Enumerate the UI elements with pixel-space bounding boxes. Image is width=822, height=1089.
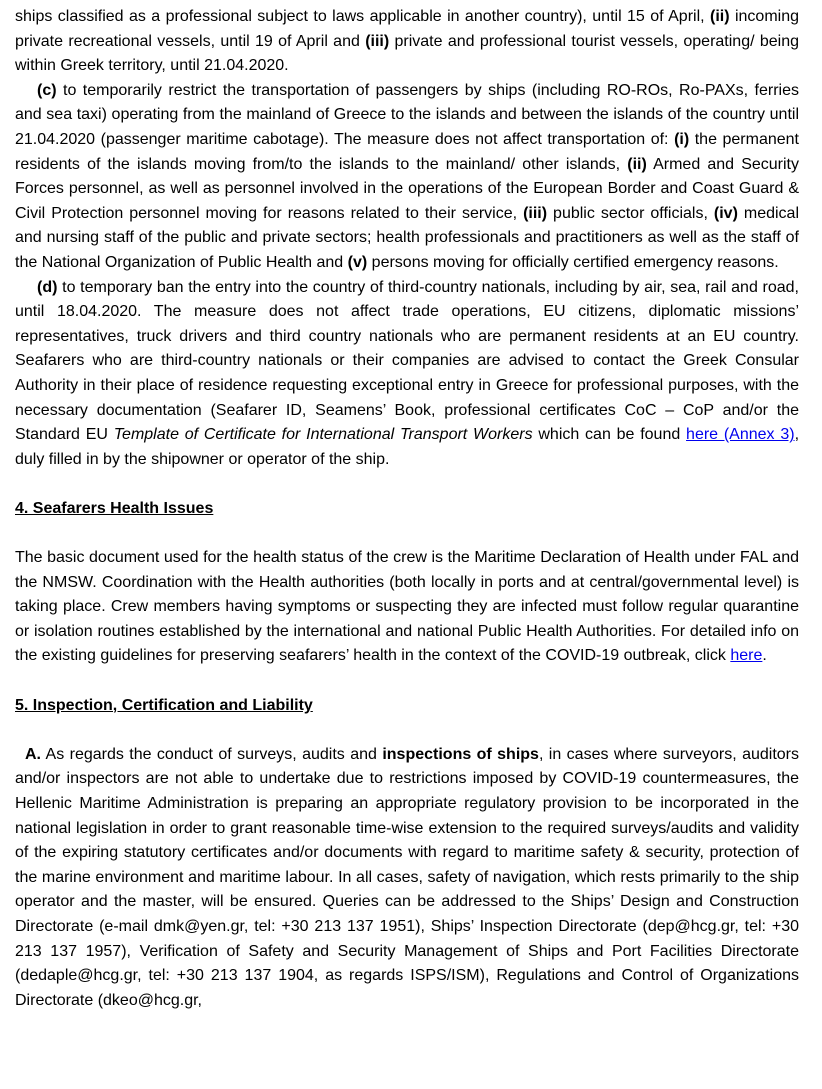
spacer bbox=[15, 718, 799, 743]
item-marker: (ii) bbox=[710, 8, 730, 25]
spacer bbox=[15, 669, 799, 694]
item-marker: (iii) bbox=[365, 32, 390, 50]
section-5-heading: 5. Inspection, Certification and Liability bbox=[15, 696, 313, 714]
health-guidelines-link[interactable]: here bbox=[730, 647, 763, 665]
spacer bbox=[15, 521, 799, 546]
item-marker: (c) bbox=[37, 81, 57, 99]
paragraph-c: (c) to temporarily restrict the transportation of passengers by ships (including RO-ROs, Ro-PAXs, ferries and sea taxi) operating from the mainland of Greece to the islands and between the islands of the country until 21.04.2020 (passenger maritime cabotage). The measure does not affect transportation of: (i) the permanent residents of the islands moving from/to the islands to the mainland/ other islands, (ii) Armed and Security Forces personnel, as well as personnel involved in the operations of the European Border and Coast Guard & Civil Protection personnel moving for reasons related to their service, (iii) public sector officials, (iv) medical and nursing staff of the public and private sectors; health professionals and practitioners as well as the staff of the National Organization of Public Health and (v) persons moving for officially certified emergency reasons. bbox=[15, 81, 800, 271]
italic-title: Template of Certificate for International Transport Workers bbox=[113, 426, 533, 444]
section-4-heading: 4. Seafarers Health Issues bbox=[15, 499, 214, 517]
section-4-paragraph: The basic document used for the health status of the crew is the Maritime Declaration of Health under FAL and the NMSW. Coordination with the Health authorities (both locally in ports and at central/governmental level) is taking place. Crew members having symptoms or suspecting they are infected must follow regular quarantine or isolation routines established by the international and national Public Health Authorities. For detailed info on the existing guidelines for preserving seafarers’ health in the context of the COVID-19 outbreak, click here. bbox=[15, 549, 799, 665]
item-marker: (iv) bbox=[713, 204, 738, 222]
item-marker: (d) bbox=[37, 278, 58, 296]
item-marker: (v) bbox=[347, 253, 368, 271]
paragraph-b-continuation: ships classified as a professional subject to laws applicable in another country), until 15 of April, (ii) incoming private recreational vessels, until 19 of April and (iii) private and professional tourist vessels, operating/ being within Greek territory, until 21.04.2020. bbox=[15, 8, 799, 75]
annex-3-link[interactable]: here (Annex 3) bbox=[686, 426, 795, 444]
spacer bbox=[15, 472, 799, 497]
bold-phrase: inspections of ships bbox=[382, 745, 539, 763]
item-marker: (ii) bbox=[627, 155, 647, 173]
item-marker: (iii) bbox=[523, 204, 548, 222]
item-marker: A. bbox=[25, 745, 41, 763]
section-5-paragraph-a: A. As regards the conduct of surveys, audits and inspections of ships, in cases where surveyors, auditors and/or inspectors are not able to undertake due to restrictions imposed by COVID-19 countermeasures, the Hellenic Maritime Administration is preparing an appropriate regulatory provision to be incorporated in the national legislation in order to grant reasonable time-wise extension to the required surveys/audits and validity of the expiring statutory certificates and/or documents with regard to maritime safety & security, protection of the marine environment and maritime labour. In all cases, safety of navigation, which rests primarily to the ship operator and the master, will be ensured. Queries can be addressed to the Ships’ Design and Construction Directorate (e-mail dmk@yen.gr, tel: +30 213 137 1951), Ships’ Inspection Directorate (dep@hcg.gr, tel: +30 213 137 1957), Verification of Safety and Security Management of Ships and Port Facilities Directorate (dedaple@hcg.gr, tel: +30 213 137 1904, as regards ISPS/ISM), Regulations and Control of Organizations Directorate (dkeo@hcg.gr, bbox=[15, 745, 800, 1009]
item-marker: (i) bbox=[674, 130, 690, 148]
paragraph-d: (d) to temporary ban the entry into the country of third-country nationals, including by air, sea, rail and road, until 18.04.2020. The measure does not affect trade operations, EU citizens, diplomatic missions’ representatives, truck drivers and third country nationals who are permanent residents at an EU country. Seafarers who are third-country nationals or their companies are advised to contact the Greek Consular Authority in their place of residence requesting exceptional entry in Greece for professional purposes, with the necessary documentation (Seafarer ID, Seamens’ Book, professional certificates CoC – CoP and/or the Standard EU Template of Certificate for International Transport Workers which can be found here (Annex 3), duly filled in by the shipowner or operator of the ship. bbox=[15, 278, 800, 468]
